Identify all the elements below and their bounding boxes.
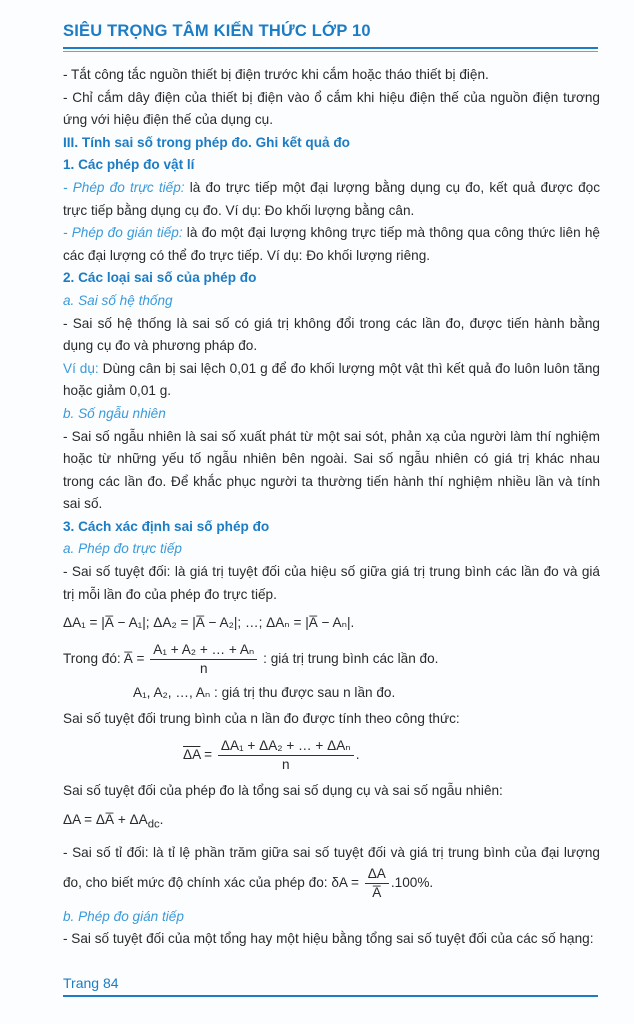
section-heading: III. Tính sai số trong phép đo. Ghi kết quả đo <box>63 134 350 150</box>
paragraph <box>63 177 600 222</box>
sub-heading: b. Phép đo gián tiếp <box>63 908 184 924</box>
numerator: ΔA₁ + ΔA₂ + … + ΔAₙ <box>218 737 354 756</box>
example-label: Ví dụ: <box>63 360 99 376</box>
formula: ΔA = ΔA̅ + ΔA <box>63 811 148 827</box>
paragraph: - Chỉ cắm dây điện của thiết bị điện vào ổ cắm khi hiệu điện thế của nguồn điện tương ứng với hiệu điện thế của dụng cụ. <box>63 89 600 128</box>
sub-heading: a. Phép đo trực tiếp <box>63 541 182 557</box>
numerator: A₁ + A₂ + … + Aₙ <box>150 641 257 660</box>
label: Trong đó: <box>63 650 124 666</box>
paragraph: Sai số tuyệt đối của phép đo là tổng sai số dụng cụ và sai số ngẫu nhiên: <box>63 783 503 799</box>
fraction <box>365 865 389 902</box>
denominator: n <box>282 757 290 773</box>
page-number: Trang 84 <box>63 975 119 991</box>
page-content <box>63 64 600 951</box>
paragraph: - Sai số tuyệt đối: là giá trị tuyệt đối của hiệu số giữa giá trị trung bình các lần đo và giá trị mỗi lần đo của phép đo trực tiếp. <box>63 564 600 602</box>
formula-total-error: ΔA = ΔA̅ + $\Delta A_{dc}$. <box>63 811 164 831</box>
paragraph <box>63 222 600 267</box>
paragraph <box>63 682 600 705</box>
formula-lhs: δA = <box>331 874 359 890</box>
formula-mean-error: $\overline{\Delta A}$ = $\frac{\text{ΔA₁ + ΔA₂ + … + ΔAₙ}}{n}$ . <box>183 738 360 773</box>
sub-heading: a. Sai số hệ thống <box>63 292 173 308</box>
explanation: : giá trị trung bình các lần đo. <box>259 650 439 666</box>
definition: là đo một đại lượng không trực tiếp mà thông qua công thức liên hệ các đại lượng có thể đo trực tiếp. Ví dụ: Đo khối lượng riêng. <box>63 225 600 263</box>
term: - Phép đo gián tiếp: <box>63 225 183 241</box>
symbols: A₁, A₂, …, Aₙ <box>133 684 211 700</box>
numerator: ΔA <box>365 865 389 884</box>
sub-heading: b. Số ngẫu nhiên <box>63 405 166 421</box>
subsection-heading: 3. Cách xác định sai số phép đo <box>63 518 270 534</box>
paragraph: - Tắt công tắc nguồn thiết bị điện trước khi cắm hoặc tháo thiết bị điện. <box>63 67 489 82</box>
subsection-heading: 1. Các phép đo vật lí <box>63 157 195 173</box>
formula-lhs: A̅ = <box>123 650 145 666</box>
header-rule <box>63 47 598 49</box>
footer-rule <box>63 995 598 997</box>
paragraph: - Sai số ngẫu nhiên là sai số xuất phát từ một sai sót, phản xạ của người làm thí nghiệm hoặc từ những yếu tố ngẫu nhiên bên ngoài. Sai số ngẫu nhiên có giá trị khác nhau trong các lần đo. Để khắc phục người ta thường tiến hành thí nghiệm nhiều lần và tính sai số. <box>63 428 600 512</box>
definition: là đo trực tiếp một đại lượng bằng dụng cụ đo, kết quả được đọc trực tiếp bằng dụng cụ đo. Ví dụ: Đo khối lượng bằng cân. <box>63 179 600 218</box>
paragraph: - Sai số tuyệt đối của một tổng hay một hiệu bằng tổng sai số tuyệt đối của các số hạng: <box>63 931 594 947</box>
formula-absolute-errors: ΔA₁ = |A̅ − A₁|; ΔA₂ = |A̅ − A₂|; …; ΔAₙ = |A̅ − Aₙ|. <box>63 615 355 631</box>
paragraph: Sai số tuyệt đối trung bình của n lần đo được tính theo công thức: <box>63 711 460 727</box>
denominator: n <box>200 660 208 676</box>
formula-tail: .100%. <box>390 874 434 890</box>
paragraph <box>63 842 600 902</box>
example-text: Dùng cân bị sai lệch 0,01 g để đo khối lượng một vật thì kết quả đo luôn luôn tăng hoặc giảm 0,01 g. <box>63 360 600 399</box>
paragraph: - Sai số hệ thống là sai số có giá trị không đổi trong các lần đo, được tiến hành bằng dụng cụ đo và phương pháp đo. <box>63 315 600 354</box>
header-rule-thin <box>63 51 598 52</box>
text: - Sai số tỉ đối: là tỉ lệ phần trăm giữa sai số tuyệt đối và giá trị trung bình của đại lượng đo, cho biết mức độ chính xác của phép đo: <box>63 844 600 890</box>
fraction <box>218 737 354 774</box>
running-header: SIÊU TRỌNG TÂM KIẾN THỨC LỚP 10 <box>63 22 371 40</box>
fraction <box>150 641 257 678</box>
paragraph <box>63 358 600 403</box>
subsection-heading: 2. Các loại sai số của phép đo <box>63 270 257 286</box>
formula-lhs: $\overline{\Delta A}$ <box>183 747 201 763</box>
denominator: A̅ <box>372 884 382 900</box>
subscript: dc <box>147 818 160 831</box>
term: - Phép đo trực tiếp: <box>63 179 185 195</box>
explanation: : giá trị thu được sau n lần đo. <box>210 684 396 700</box>
paragraph <box>63 641 600 678</box>
